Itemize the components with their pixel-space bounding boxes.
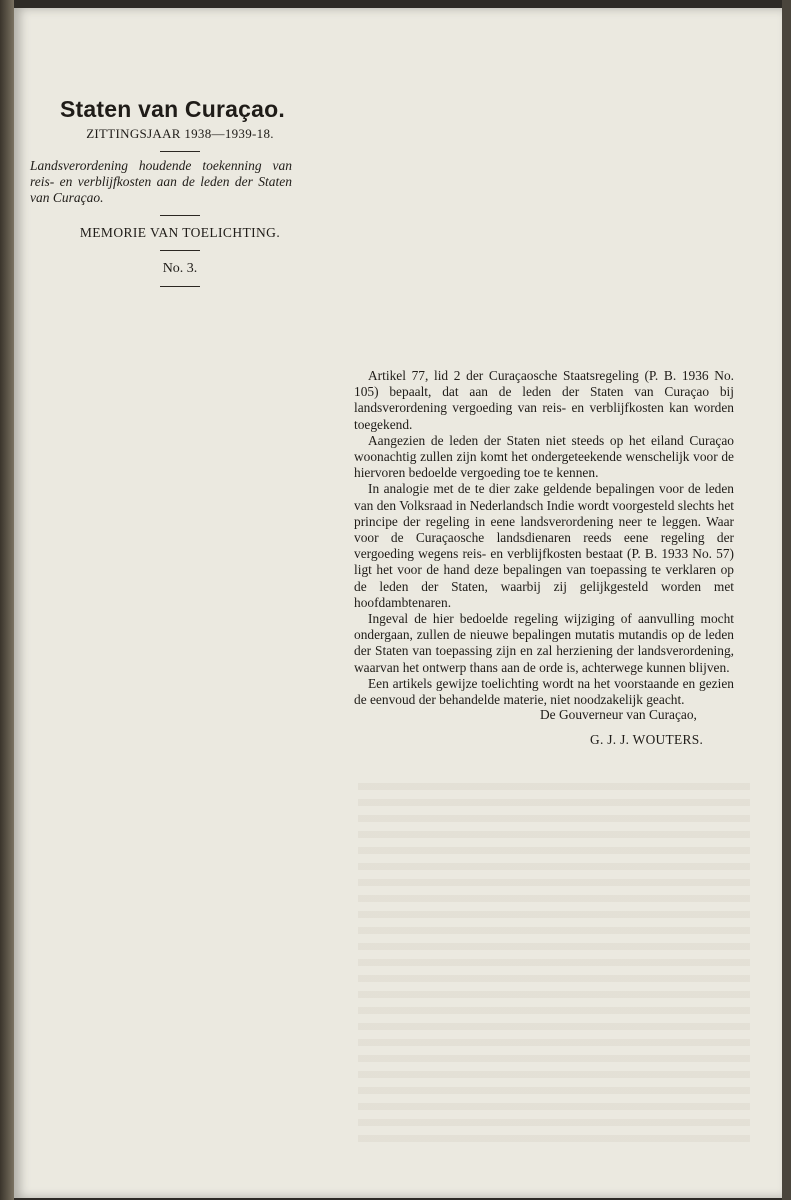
document-header [30, 96, 320, 287]
bleed-through-text [358, 783, 750, 1143]
paragraph: In analogie met de te dier zake geldende bepalingen voor de leden van den Volksraad in Nederlandsch Indie wordt voorgesteld slechts het principe der regeling in eene landsverordening neer te leggen. Waar voor de Curaçaosche landsdienaren reeds eene regeling der vergoeding wegens reis- en verblijfkosten bestaat (P. B. 1933 No. 57) ligt het voor de hand deze bepalingen van toepassing te verklaren op de leden der Staten, waarbij zij gelijkgesteld worden met hoofdambtenaren. [354, 481, 734, 610]
divider [160, 215, 200, 216]
document-number: No. 3. [162, 261, 198, 276]
body-text [354, 368, 734, 708]
paragraph: Ingeval de hier bedoelde regeling wijziging of aanvulling mocht ondergaan, zullen de nieuwe bepalingen mutatis mutandis op de leden der Staten van toepassing zijn en zal herziening der landsverordening, waarvan het ontwerp thans aan de orde is, achterwege kunnen blijven. [354, 611, 734, 675]
book-binding-edge [0, 0, 14, 1200]
paragraph: Aangezien de leden der Staten niet steeds op het eiland Curaçao woonachtig zullen zijn komt het ondergeteekende wenschelijk voor de hiervoren bedoelde vergoeding toe te kennen. [354, 432, 734, 481]
divider [160, 151, 200, 152]
paragraph: Een artikels gewijze toelichting wordt na het voorstaande en gezien de eenvoud der behandelde materie, niet noodzakelijk geacht. [354, 675, 734, 708]
memo-title: MEMORIE VAN TOELICHTING. [79, 225, 281, 240]
divider [160, 250, 200, 251]
document-subject: Landsverordening houdende toekenning van reis- en verblijfkosten aan de leden der Staten van Curaçao. [30, 158, 292, 205]
signature-name: G. J. J. WOUTERS. [590, 732, 704, 747]
session-year: ZITTINGSJAAR 1938—1939-18. [86, 126, 274, 141]
divider [160, 286, 200, 287]
signature-office: De Gouverneur van Curaçao, [540, 707, 697, 722]
paragraph: Artikel 77, lid 2 der Curaçaosche Staatsregeling (P. B. 1936 No. 105) bepaalt, dat aan de leden der Staten van Curaçao bij landsverordening vergoeding van reis- en verblijfkosten kan worden toegekend. [354, 368, 734, 432]
page-edge [782, 0, 791, 1200]
document-title: Staten van Curaçao. [60, 96, 285, 122]
